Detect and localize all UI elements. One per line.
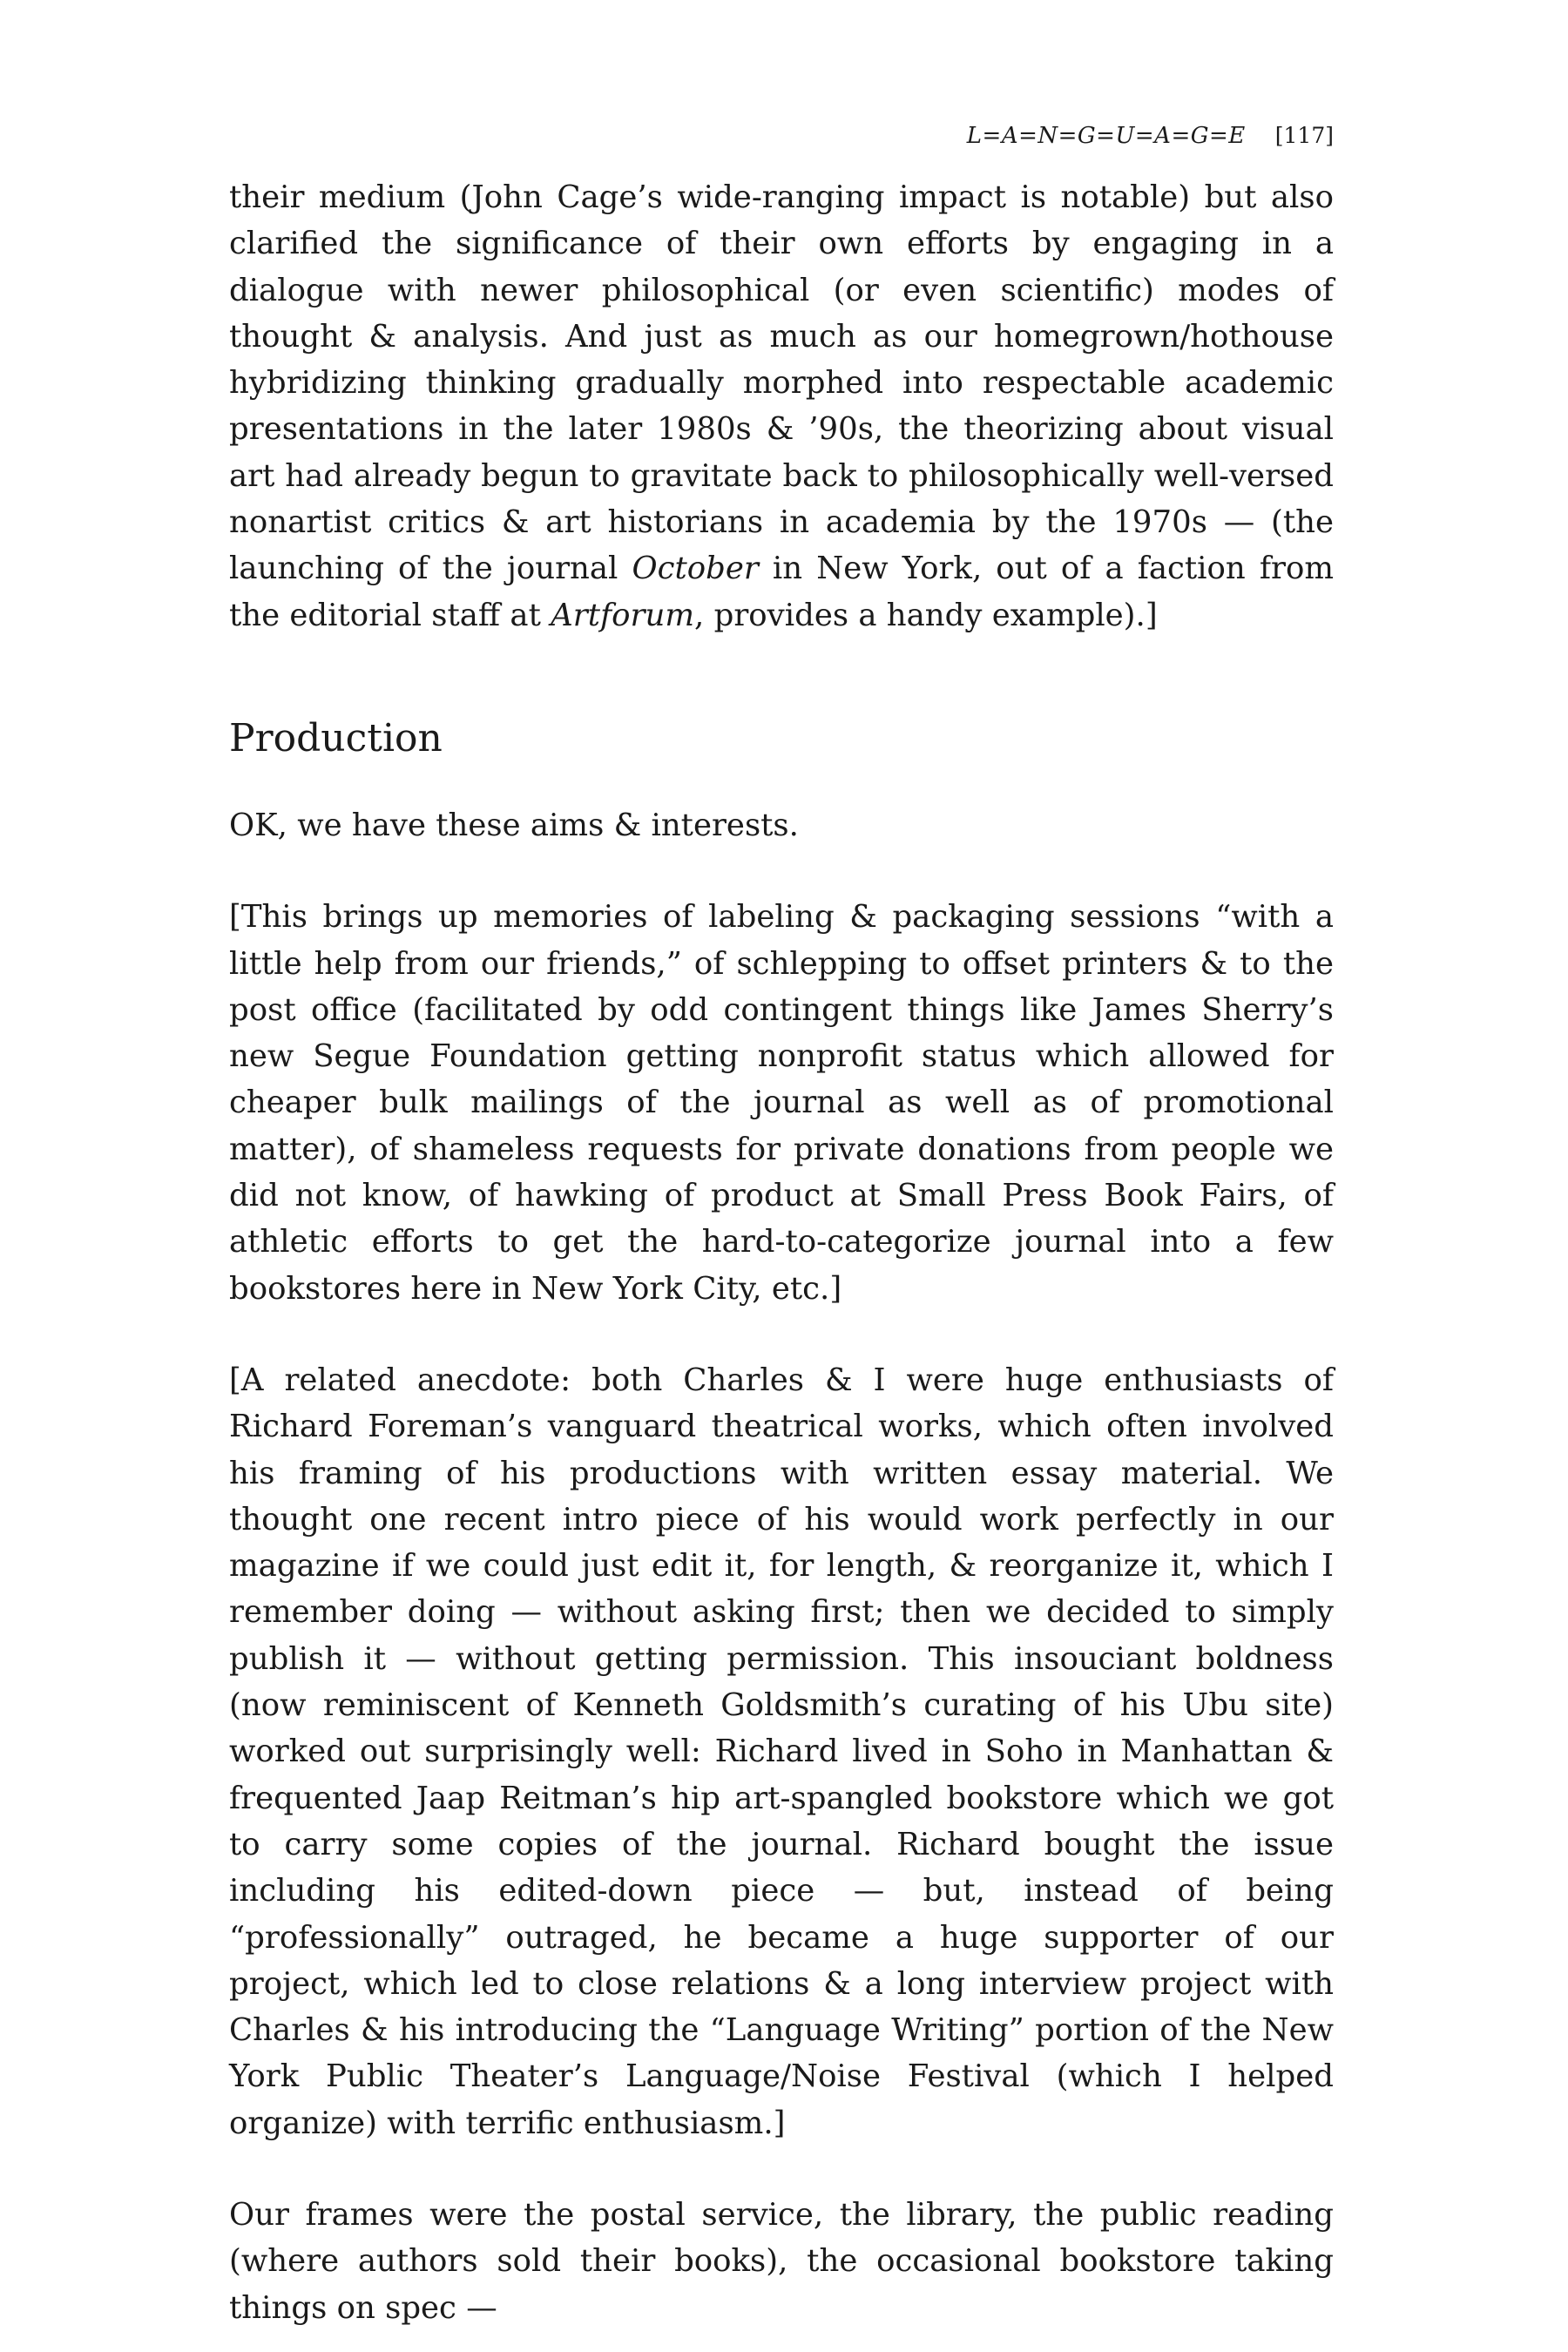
section-heading: Production	[229, 715, 443, 760]
text-column	[229, 174, 1334, 2331]
italic-journal-title: Artforum	[551, 597, 695, 633]
paragraph: OK, we have these aims & interests.	[229, 807, 799, 843]
paragraph: [A related anecdote: both Charles & I were huge enthusiasts of Richard Foreman’s vanguard theatrical works, which often involved his framing of his productions with written essay material. We thought one recent intro piece of his would work perfectly in our magazine if we could just edit it, for length, & reorganize it, which I remember doing — without asking first; then we decided to simply publish it — without getting permission. This insouciant boldness (now reminiscent of Kenneth Goldsmith’s curating of his Ubu site) worked out surprisingly well: Richard lived in Soho in Manhattan & frequented Jaap Reitman’s hip art-spangled bookstore which we got to carry some copies of the journal. Richard bought the issue including his edited-down piece — but, instead of being “professionally” outraged, he became a huge supporter of our project, which led to close relations & a long interview project with Charles & his introducing the “Language Writing” portion of the New York Public Theater’s Language/Noise Festival (which I helped organize) with terrific enthusiasm.]	[229, 1362, 1334, 2141]
running-head-title: L=A=N=G=U=A=G=E	[966, 123, 1246, 149]
paragraph: [This brings up memories of labeling & packaging sessions “with a little help from our friends,” of schlepping to offset printers & to the post office (facilitated by odd contingent things like James Sherry’s new Segue Foundation getting nonprofit status which allowed for cheaper bulk mailings of the journal as well as of promotional matter), of shameless requests for private donations from people we did not know, of hawking of product at Small Press Book Fairs, of athletic efforts to get the hard-to-categorize journal into a few bookstores here in New York City, etc.]	[229, 899, 1334, 1307]
italic-journal-title: October	[632, 551, 759, 587]
paragraph: Our frames were the postal service, the library, the public reading (where authors sold their books), the occasional bookstore taking things on spec —	[229, 2196, 1334, 2326]
paragraph-text: in New York, out of a faction from the editorial staff at	[229, 551, 1334, 633]
running-head	[229, 118, 1334, 153]
page-number: [117]	[1274, 123, 1334, 148]
paragraph-continued	[229, 174, 1334, 639]
paragraph-text: their medium (John Cage’s wide-ranging impact is notable) but also clarified the significance of their own efforts by engaging in a dialogue with newer philosophical (or even scientific) modes of thought & analysis. And just as much as our homegrown/hothouse hybridizing thinking gradually morphed into respectable academic presentations in the later 1980s & ’90s, the theorizing about visual art had already begun to gravitate back to philosophically well-versed nonartist critics & art historians in academia by the 1970s — (the launching of the journal	[229, 179, 1334, 587]
paragraph-text: , provides a handy example).]	[694, 597, 1158, 633]
